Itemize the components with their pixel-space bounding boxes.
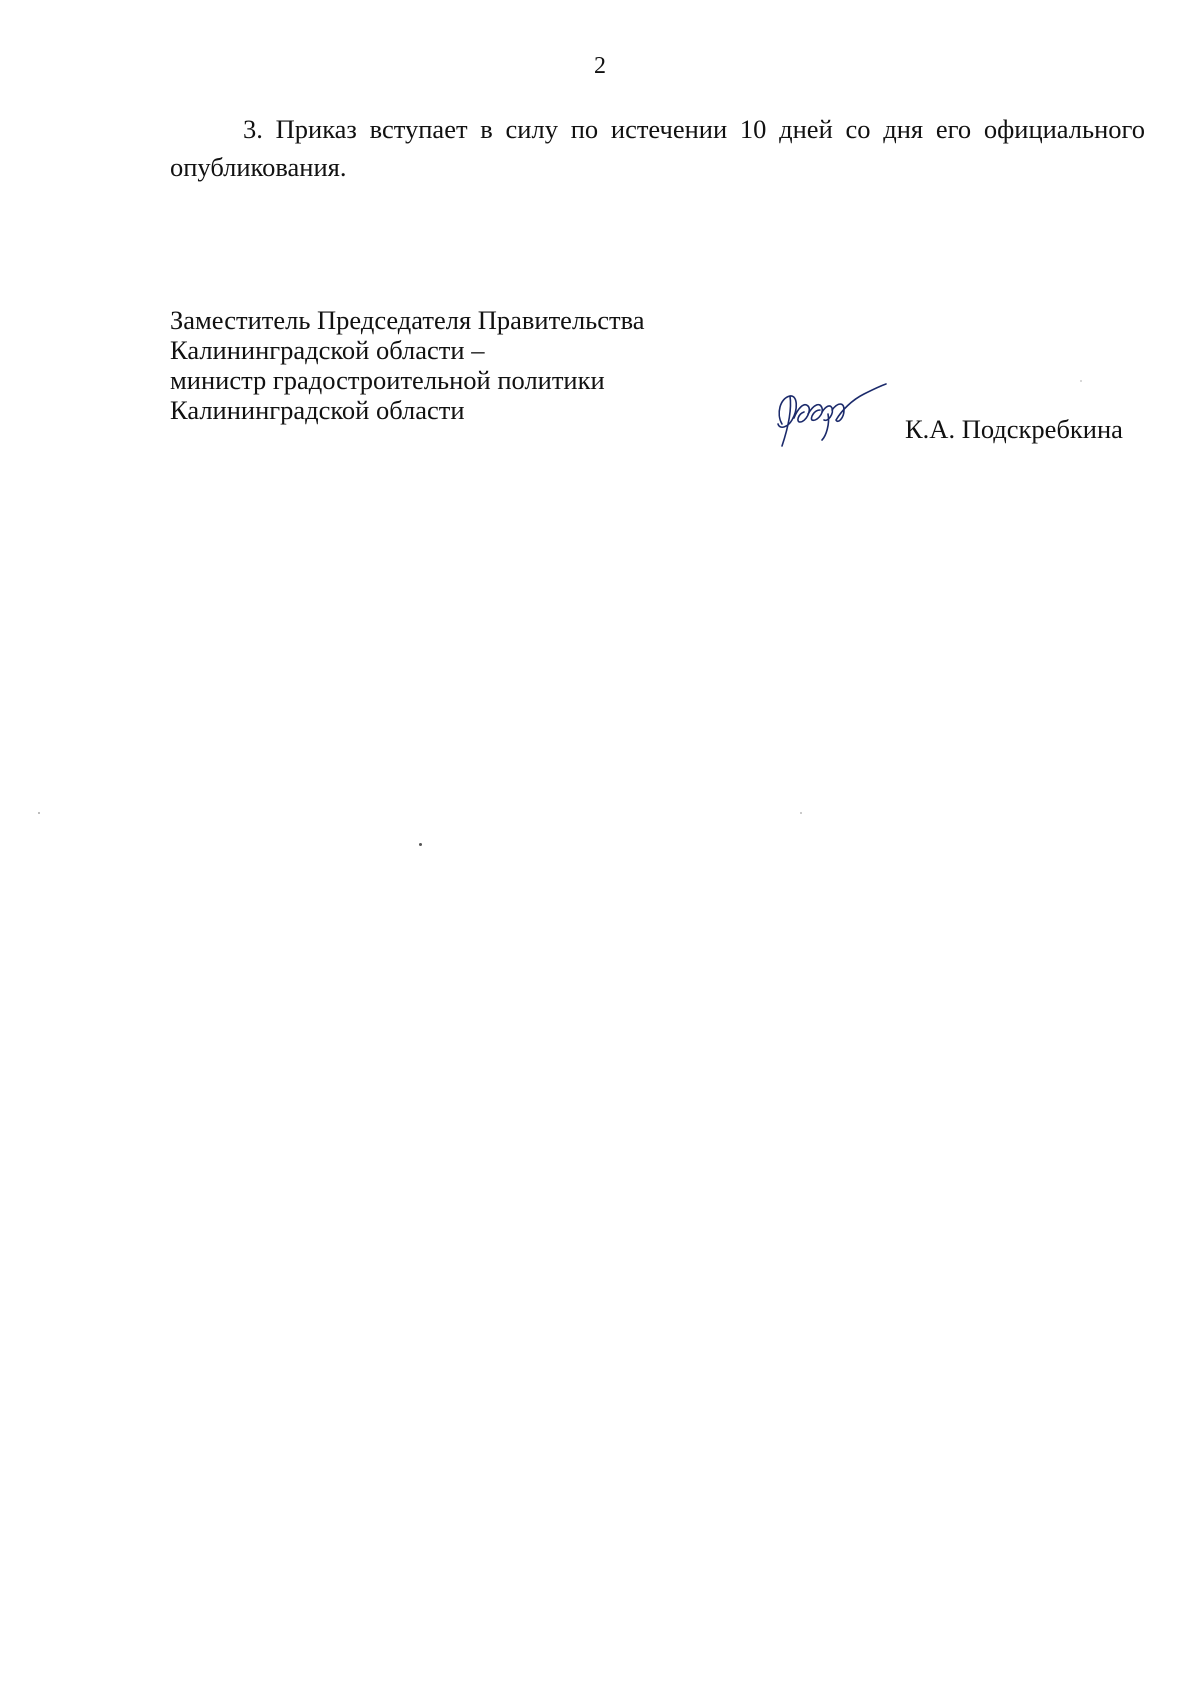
clause-3-line-2: опубликования. <box>170 152 347 182</box>
signatory-position-line: Калининградской области <box>170 395 465 425</box>
signatory-position-line: министр градостроительной политики <box>170 365 605 395</box>
signatory-position-line: Заместитель Председателя Правительства <box>170 305 645 335</box>
scan-speck <box>1080 380 1082 382</box>
clause-3-line-1: 3. Приказ вступает в силу по истечении 10 дней со дня его официального <box>243 114 1145 144</box>
signatory-position <box>170 305 645 425</box>
signatory-position-line: Калининградской области – <box>170 335 485 365</box>
signer-name: К.А. Подскребкина <box>905 414 1123 444</box>
scan-speck <box>419 843 422 846</box>
scan-speck <box>800 812 802 814</box>
clause-3-paragraph <box>170 110 1145 186</box>
page-number: 2 <box>594 53 606 79</box>
handwritten-signature <box>768 380 888 450</box>
scan-speck <box>38 812 40 814</box>
